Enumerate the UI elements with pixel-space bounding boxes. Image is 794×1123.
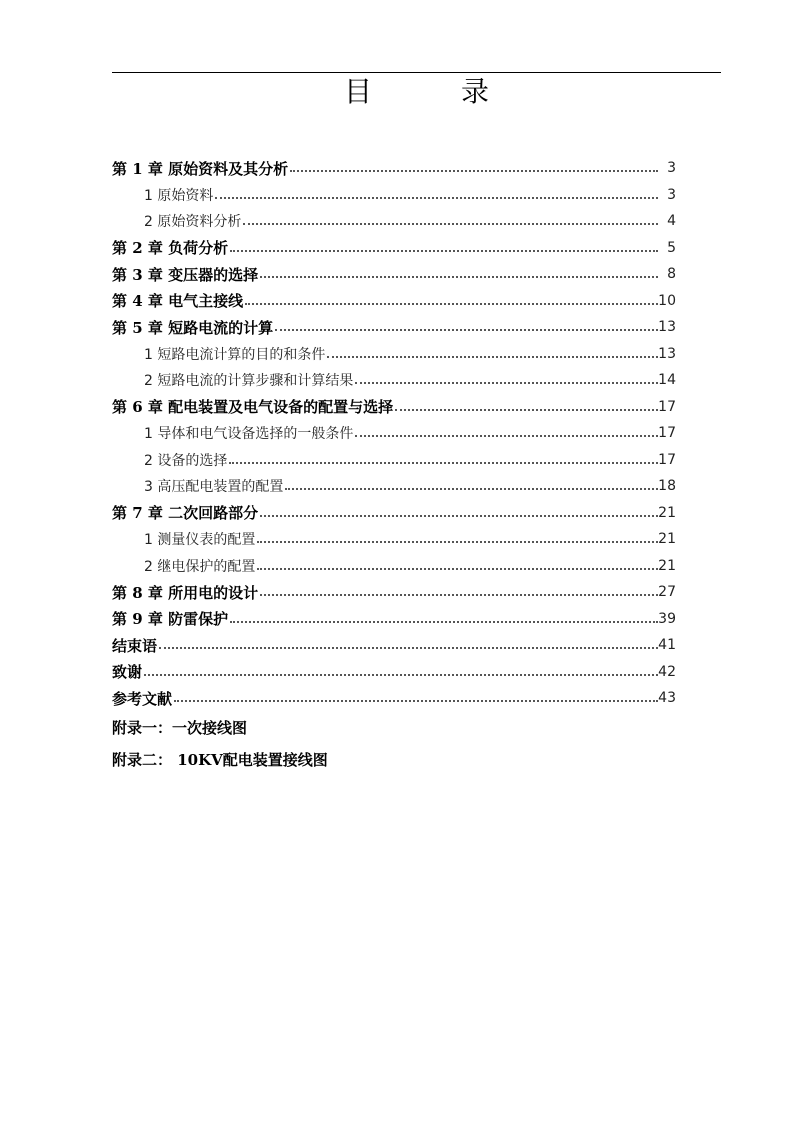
toc-entry[interactable] <box>112 208 676 234</box>
toc-page-number: 14 <box>658 372 676 388</box>
page-title: 目 录 <box>344 75 529 108</box>
toc-entry[interactable] <box>112 341 676 367</box>
toc-entry[interactable] <box>112 685 676 711</box>
dot-leader <box>215 195 658 199</box>
dot-leader <box>257 566 658 570</box>
toc-label: 参考文献 <box>112 689 173 708</box>
dot-leader <box>260 592 658 596</box>
toc-label: 第 8 章 所用电的设计 <box>112 583 259 602</box>
toc-page-number: 13 <box>658 345 676 362</box>
toc-entry[interactable] <box>112 182 676 208</box>
dot-leader <box>174 698 658 702</box>
toc-label: 结束语 <box>112 636 158 655</box>
dot-leader <box>395 407 658 411</box>
dot-leader <box>355 433 658 437</box>
toc-page-number: 18 <box>658 478 676 494</box>
dot-leader <box>159 645 658 649</box>
toc-entry[interactable] <box>112 447 676 473</box>
toc-page-number: 5 <box>667 239 676 256</box>
toc-page-number: 39 <box>658 610 676 627</box>
toc-label: 1 导体和电气设备选择的一般条件 <box>144 426 354 442</box>
toc-label: 2 设备的选择 <box>144 452 228 469</box>
toc-page-number: 13 <box>658 319 676 335</box>
toc-page-number: 42 <box>658 663 676 680</box>
toc-label: 致谢 <box>112 663 143 681</box>
toc-page-number: 43 <box>658 690 676 706</box>
toc-entry[interactable] <box>112 288 676 314</box>
toc-entry[interactable] <box>112 367 676 393</box>
toc-entry[interactable] <box>112 394 676 420</box>
toc-label: 第 2 章 负荷分析 <box>112 239 229 257</box>
toc-page-number: 27 <box>658 584 676 600</box>
dot-leader <box>144 672 658 676</box>
toc-label: 第 4 章 电气主接线 <box>112 292 244 310</box>
dot-leader <box>260 274 658 278</box>
dot-leader <box>327 354 658 358</box>
toc-entry[interactable] <box>112 473 676 499</box>
toc-label: 第 3 章 变压器的选择 <box>112 265 259 284</box>
toc-entry[interactable] <box>112 261 676 287</box>
toc-page-number: 21 <box>658 504 676 521</box>
dot-leader <box>230 248 658 252</box>
toc-page-number: 17 <box>658 398 676 415</box>
toc-page-number: 3 <box>667 186 676 203</box>
dot-leader <box>355 380 658 384</box>
dot-leader <box>230 619 658 623</box>
toc-page-number: 4 <box>667 213 676 229</box>
toc-page-number: 17 <box>658 425 676 441</box>
toc-page-number: 8 <box>667 266 676 282</box>
toc-page-number: 17 <box>658 451 676 468</box>
toc-entry[interactable] <box>112 659 676 685</box>
appendix-entry-2[interactable]: 附录二： 10KV配电装置接线图 <box>112 751 328 769</box>
dot-leader <box>290 168 658 172</box>
toc-page-number: 10 <box>658 292 676 309</box>
toc-entry[interactable] <box>112 553 676 579</box>
toc-entry[interactable] <box>112 235 676 261</box>
dot-leader <box>257 539 658 543</box>
toc-label: 2 继电保护的配置 <box>144 558 256 575</box>
toc-label: 1 测量仪表的配置 <box>144 532 256 548</box>
toc-label: 第 6 章 配电装置及电气设备的配置与选择 <box>112 398 394 416</box>
toc-label: 3 高压配电装置的配置 <box>144 479 284 495</box>
toc-page-number: 41 <box>658 637 676 653</box>
toc-entry[interactable] <box>112 155 676 181</box>
dot-leader <box>275 327 658 331</box>
toc-page-number: 3 <box>667 160 676 176</box>
toc-label: 2 短路电流的计算步骤和计算结果 <box>144 373 354 389</box>
toc-label: 第 7 章 二次回路部分 <box>112 504 259 522</box>
toc-label: 第 1 章 原始资料及其分析 <box>112 159 289 178</box>
toc-label: 第 9 章 防雷保护 <box>112 610 229 628</box>
dot-leader <box>243 221 658 225</box>
toc-label: 1 短路电流计算的目的和条件 <box>144 346 326 363</box>
toc-entry[interactable] <box>112 314 676 340</box>
toc-entry[interactable] <box>112 420 676 446</box>
toc-page-number: 21 <box>658 557 676 574</box>
appendix-entry-1[interactable]: 附录一：一次接线图 <box>112 719 248 737</box>
toc-entry[interactable] <box>112 500 676 526</box>
toc-entry[interactable] <box>112 579 676 605</box>
toc-page-number: 21 <box>658 531 676 547</box>
dot-leader <box>285 486 658 490</box>
toc-entry[interactable] <box>112 606 676 632</box>
toc-label: 第 5 章 短路电流的计算 <box>112 318 274 337</box>
dot-leader <box>260 513 658 517</box>
toc-label: 1 原始资料 <box>144 187 214 204</box>
toc-entry[interactable] <box>112 526 676 552</box>
dot-leader <box>229 460 658 464</box>
dot-leader <box>245 301 658 305</box>
toc-entry[interactable] <box>112 632 676 658</box>
toc-label: 2 原始资料分析 <box>144 214 242 230</box>
